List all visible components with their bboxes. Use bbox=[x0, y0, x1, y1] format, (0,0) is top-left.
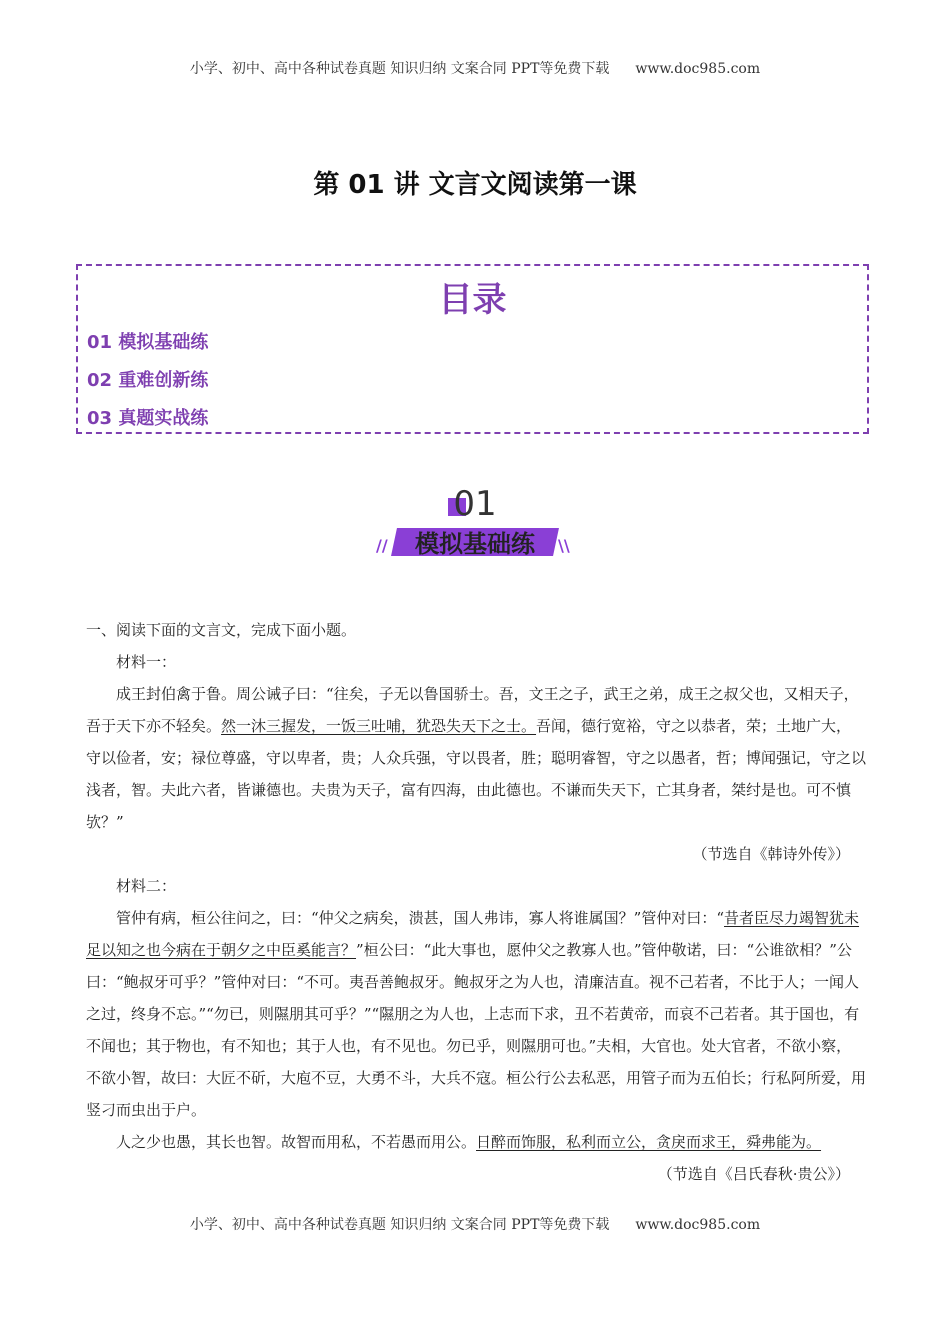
material-1-text-b: 吾闻，德行宽裕，守之以恭者，荣；土地广大，守以俭者，安；禄位尊盛，守以卑者，贵；人众兵强，守以畏者，胜；聪明睿智，守之以愚者，哲；博闻强记，守之以浅者，智。夫此六者，皆谦德也。夫贵为天子，富有四海，由此德也。不谦而失天下，亡其身者，桀纣是也。可不慎欤？” bbox=[86, 717, 867, 831]
material-2-text-a: 管仲有病，桓公往问之，曰：“仲父之病矣，溃甚，国人弗讳，寡人将谁属国？”管仲对曰：“ bbox=[116, 909, 725, 927]
material-2-text-2 bbox=[86, 1126, 866, 1158]
section-badge bbox=[370, 480, 580, 570]
material-2-text-2a: 人之少也愚，其长也智。故智而用私，不若愚而用公。 bbox=[116, 1133, 477, 1151]
question-content bbox=[86, 614, 866, 1190]
material-2-label: 材料二： bbox=[116, 877, 177, 895]
page-footer bbox=[0, 1214, 950, 1234]
toc-heading: 目录 bbox=[438, 280, 507, 320]
question-intro: 一、阅读下面的文言文，完成下面小题。 bbox=[86, 621, 357, 639]
section-label: 模拟基础练 bbox=[415, 530, 535, 558]
section-number: 01 bbox=[453, 484, 497, 524]
toc-item-3[interactable]: 03 真题实战练 bbox=[87, 408, 209, 429]
footer-site[interactable]: www.doc985.com bbox=[635, 1217, 761, 1233]
toc-item-2[interactable]: 02 重难创新练 bbox=[87, 370, 209, 391]
material-1-label: 材料一： bbox=[116, 653, 177, 671]
material-1-text bbox=[86, 678, 866, 838]
table-of-contents bbox=[76, 264, 869, 434]
material-1-underlined: 然一沐三握发，一饭三吐哺，犹恐失天下之士。 bbox=[221, 717, 537, 735]
material-2-text bbox=[86, 902, 866, 1126]
material-2-underlined: 昔者臣尽力竭智犹未足以知之也今病在于朝夕之中臣奚能言？ bbox=[86, 909, 860, 959]
right-slash-decoration: \\ bbox=[558, 536, 570, 555]
material-2-source: （节选自《吕氏春秋·贵公》） bbox=[657, 1165, 850, 1183]
header-text: 小学、初中、高中各种试卷真题 知识归纳 文案合同 PPT等免费下载 bbox=[189, 61, 610, 77]
header-site[interactable]: www.doc985.com bbox=[635, 61, 761, 77]
left-slash-decoration: // bbox=[376, 536, 388, 555]
toc-item-1[interactable]: 01 模拟基础练 bbox=[87, 332, 209, 353]
footer-text: 小学、初中、高中各种试卷真题 知识归纳 文案合同 PPT等免费下载 bbox=[189, 1217, 610, 1233]
material-1-source: （节选自《韩诗外传》） bbox=[692, 845, 850, 863]
page-header bbox=[0, 58, 950, 78]
material-2-underlined-2: 日醉而饰服，私利而立公，贪戾而求王，舜弗能为。 bbox=[476, 1133, 822, 1151]
material-2-text-b: ”桓公曰：“此大事也，愿仲父之教寡人也。”管仲敬诺，曰：“公谁欲相？”公曰：“鲍叔牙可乎？”管仲对曰：“不可。夷吾善鲍叔牙。鲍叔牙之为人也，清廉洁直。视不己若者，不比于人；一闻人之过，终身不忘。”“勿已，则隰朋其可乎？”“隰朋之为人也，上志而下求，丑不若黄帝，而哀不己若者。其于国也，有不闻也；其于物也，有不知也；其于人也，有不见也。勿已乎，则隰朋可也。”夫相，大官也。处大官者，不欲小察，不欲小智，故曰：大匠不斫，大庖不豆，大勇不斗，大兵不寇。桓公行公去私恶，用管子而为五伯长；行私阿所爱，用竖刁而虫出于户。 bbox=[86, 941, 867, 1119]
material-1-text-a: 成王封伯禽于鲁。周公诫子曰：“往矣，子无以鲁国骄士。吾，文王之子，武王之弟，成王之叔父也，又相天子，吾于天下亦不轻矣。 bbox=[86, 685, 859, 735]
page-title: 第 01 讲 文言文阅读第一课 bbox=[313, 170, 637, 200]
